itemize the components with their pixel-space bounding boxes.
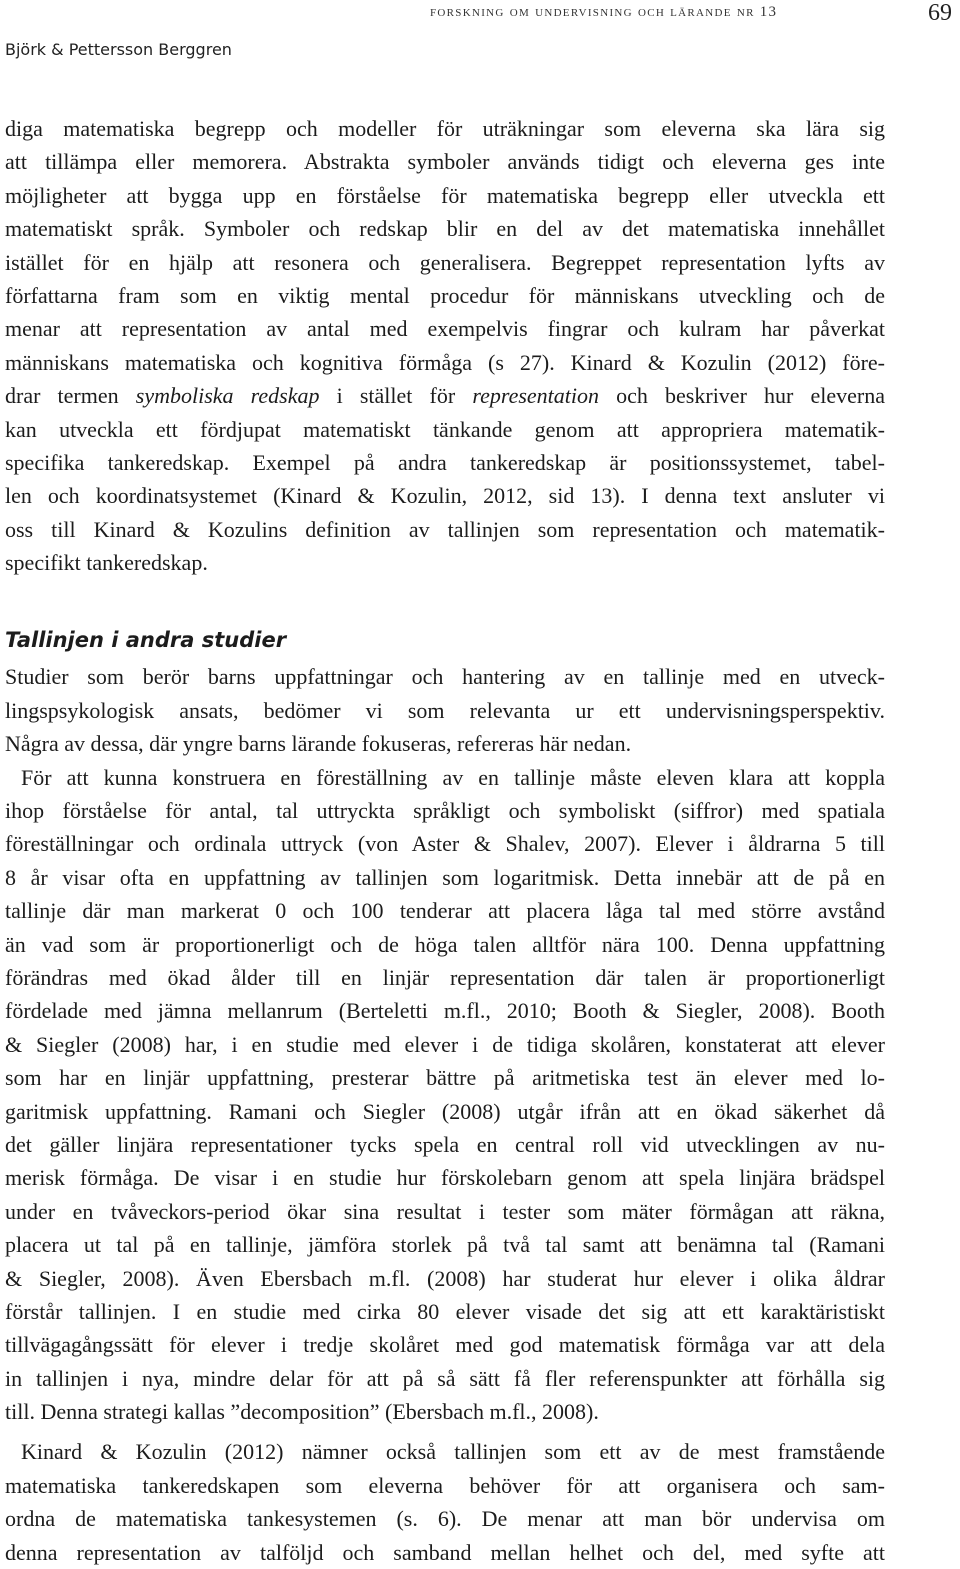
text-line: människans matematiska och kognitiva förmåga (s 27). Kinard & Kozulin (2012) före-: [5, 349, 885, 375]
text-line: 8 år visar ofta en uppfattning av tallinjen som logaritmisk. Detta innebär att de på en: [5, 864, 885, 890]
paragraph-4: [5, 1435, 885, 1569]
text-line: specifikt tankeredskap.: [5, 550, 208, 576]
text-line: kan utveckla ett fördjupat matematiskt tänkande genom att appropriera matematik-: [5, 416, 885, 442]
page-number: 69: [928, 0, 952, 26]
text-line: specifika tankeredskap. Exempel på andra tankeredskap är positionssystemet, tabel-: [5, 449, 885, 475]
text-line: ihop förståelse för antal, tal uttryckta språkligt och symboliskt (siffror) med spatiala: [5, 798, 885, 824]
text-line: istället för en hjälp att resonera och generalisera. Begreppet representation lyfts av: [5, 249, 885, 275]
text-line: föreställningar och ordinala uttryck (von Aster & Shalev, 2007). Elever i åldrarna 5 till: [5, 831, 885, 857]
text-line: det gäller linjära representationer tycks spela en central roll vid utvecklingen av nu-: [5, 1131, 885, 1157]
text-line: placera ut tal på en tallinje, jämföra storlek på två tal samt att benämna tal (Ramani: [5, 1232, 885, 1258]
text-line: ordna de matematiska tankesystemen (s. 6). De menar att man bör undervisa om: [5, 1506, 885, 1532]
text-run: i stället för: [319, 383, 473, 409]
text-line: menar att representation av antal med exempelvis fingrar och kulram har påverkat: [5, 316, 885, 342]
text-line: garitmisk uppfattning. Ramani och Siegler (2008) utgår ifrån att en ökad säkerhet då: [5, 1098, 885, 1124]
text-line: & Siegler, 2008). Även Ebersbach m.fl. (2008) har studerat hur elever i olika åldrar: [5, 1265, 885, 1291]
text-line: under en tvåveckors-period ökar sina resultat i tester som mäter förmågan att räkna,: [5, 1198, 885, 1224]
text-line: förstår tallinjen. I en studie med cirka 80 elever visade det sig att ett karaktäristiskt: [5, 1298, 885, 1324]
section-heading: Tallinjen i andra studier: [5, 628, 287, 653]
text-line: oss till Kinard & Kozulins definition av tallinjen som representation och matematik-: [5, 516, 885, 542]
article-body: [5, 112, 885, 1569]
text-line: in tallinjen i nya, mindre delar för att på så sätt få fler referenspunkter att förhålla sig: [5, 1365, 885, 1391]
running-head-authors: Björk & Pettersson Berggren: [5, 40, 232, 59]
text-line: att tillämpa eller memorera. Abstrakta symboler används tidigt och eleverna ges inte: [5, 149, 885, 175]
italic-term-representation: representation: [472, 383, 600, 409]
text-line: diga matematiska begrepp och modeller för uträkningar som eleverna ska lära sig: [5, 116, 885, 141]
text-line: Kinard & Kozulin (2012) nämner också tallinjen som ett av de mest framstående: [21, 1439, 885, 1465]
text-line: lingspsykologisk ansats, bedömer vi som relevanta ur ett undervisningsperspektiv.: [5, 697, 885, 723]
text-line: som har en linjär uppfattning, presterar bättre på aritmetiska test än elever med lo-: [5, 1065, 885, 1091]
text-line: denna representation av talföljd och samband mellan helhet och del, med syfte att: [5, 1539, 885, 1565]
text-line: fördelade med jämna mellanrum (Berteletti m.fl., 2010; Booth & Siegler, 2008). Booth: [5, 998, 885, 1024]
text-line: förändras med ökad ålder till en linjär representation där talen är proportionerligt: [5, 964, 885, 990]
paragraph-1: [5, 112, 885, 579]
italic-term-symboliska-redskap: symboliska redskap: [135, 383, 320, 409]
text-line: Några av dessa, där yngre barns lärande fokuseras, refereras här nedan.: [5, 731, 632, 757]
text-line: matematiska tankeredskapen som eleverna behöver för att organisera och sam-: [5, 1472, 885, 1498]
text-line: författarna fram som en viktig mental procedur för människans utveckling och de: [5, 282, 885, 308]
text-line: tillvägagångssätt för elever i tredje skolåret med god matematisk förmåga var att dela: [5, 1332, 885, 1358]
text-run: drar termen: [5, 383, 136, 409]
text-line: till. Denna strategi kallas ”decomposition” (Ebersbach m.fl., 2008).: [5, 1399, 599, 1425]
journal-title: forskning om undervisning och lärande nr 13: [430, 4, 778, 20]
text-line: möjligheter att bygga upp en förståelse för matematiska begrepp eller utveckla ett: [5, 182, 885, 208]
paragraph-3: [5, 761, 885, 1429]
paragraph-2: [5, 660, 885, 760]
text-run: och beskriver hur eleverna: [599, 383, 885, 409]
text-line: matematiskt språk. Symboler och redskap blir en del av det matematiska innehållet: [5, 216, 885, 242]
text-line: än vad som är proportionerligt och de höga talen alltför nära 100. Denna uppfattning: [5, 931, 885, 957]
text-line: len och koordinatsystemet (Kinard & Kozulin, 2012, sid 13). I denna text ansluter vi: [5, 483, 885, 509]
text-line: För att kunna konstruera en föreställning av en tallinje måste eleven klara att koppla: [21, 764, 885, 790]
text-line: & Siegler (2008) har, i en studie med elever i de tidiga skolåren, konstaterat att elever: [5, 1031, 885, 1057]
text-line-with-italics: [5, 379, 885, 412]
text-line: merisk förmåga. De visar i en studie hur förskolebarn genom att spela linjära brädspel: [5, 1165, 885, 1191]
text-line: tallinje där man markerat 0 och 100 tenderar att placera låga tal med större avstånd: [5, 898, 885, 924]
text-line: Studier som berör barns uppfattningar och hantering av en tallinje med en utveck-: [5, 664, 885, 690]
